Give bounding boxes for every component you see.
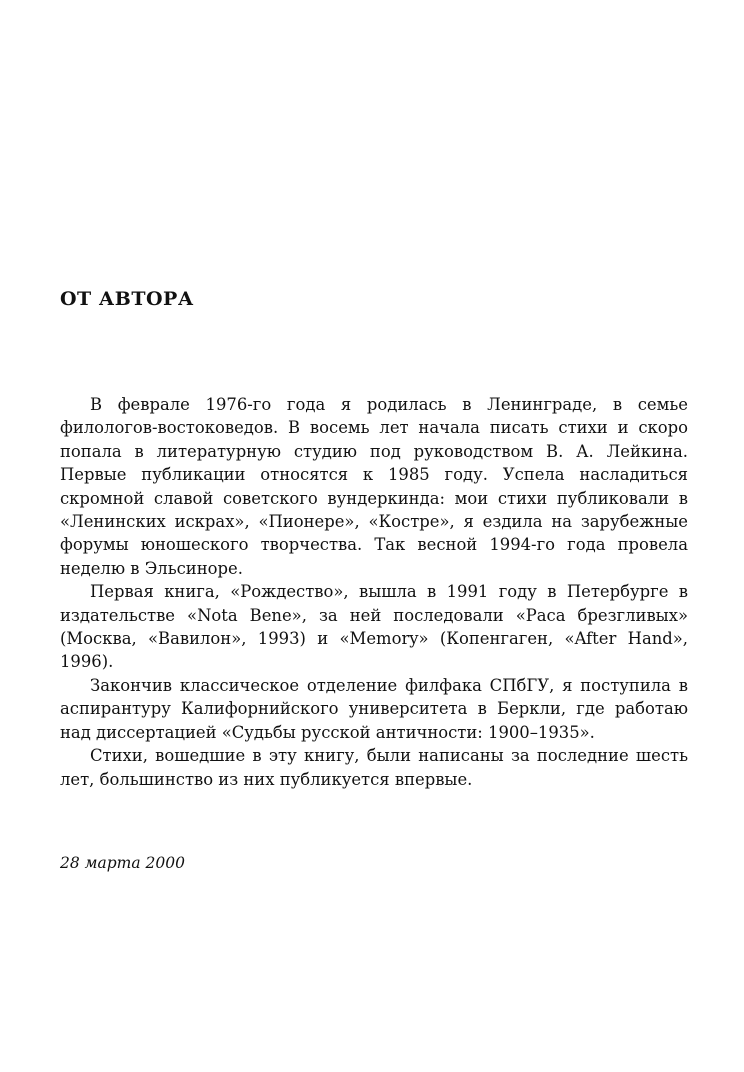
paragraph-collection-note: Стихи, вошедшие в эту книгу, были написаны за последние шесть лет, большинство из них публикуется впервые. — [60, 746, 688, 789]
paragraph-education: Закончив классическое отделение филфака СПбГУ, я поступила в аспирантуру Калифорнийского университета в Беркли, где работаю над диссертацией «Судьбы русской античности: 1900–1935». — [60, 675, 688, 742]
paragraph-biography: В феврале 1976-го года я родилась в Ленинграде, в семье филологов-востоковедов. В восемь лет начала писать стихи и скоро попала в литературную студию под руководством В. А. Лейкина. Первые публикации относятся к 1985 году. Успела насладиться скромной славой советского вундеркинда: мои стихи публиковали в «Ленинских искрах», «Пионере», «Костре», я ездила на зарубежные форумы юношеского творчества. Так весной 1994-го года провела неделю в Эльсиноре. — [60, 395, 688, 578]
paragraph-publications: Первая книга, «Рождество», вышла в 1991 году в Петербурге в издательстве «Nota Bene», за ней последовали «Раса брезгливых» (Москва, «Вавилон», 1993) и «Memory» (Копенгаген, «After Hand», 1996). — [60, 582, 688, 672]
signature-date: 28 марта 2000 — [60, 854, 185, 872]
book-page — [60, 0, 688, 1072]
section-heading: ОТ АВТОРА — [60, 288, 194, 310]
preface-body — [60, 393, 688, 791]
